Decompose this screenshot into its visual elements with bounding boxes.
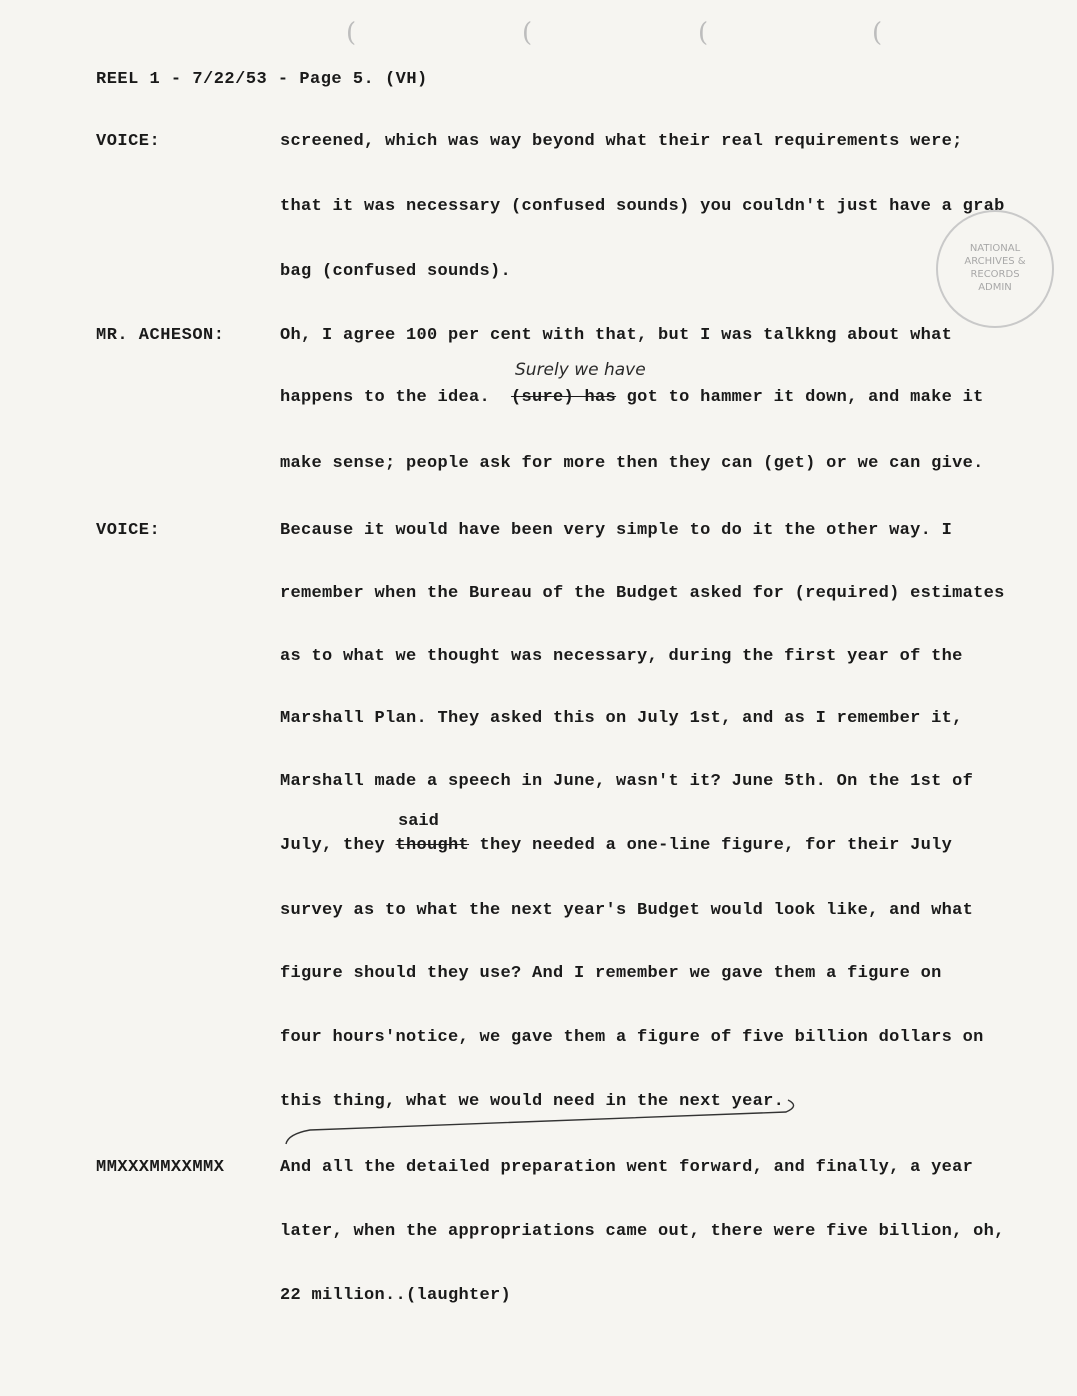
transcript-line: screened, which was way beyond what their real requirements were; [280,132,963,151]
transcript-line: Because it would have been very simple to do it the other way. I [280,521,953,540]
transcript-line: as to what we thought was necessary, during the first year of the [280,647,963,666]
transcript-line: that it was necessary (confused sounds) you couldn't just have a grab [280,197,1005,216]
handwritten-insertion: Surely we have [515,360,646,380]
speaker-label: VOICE: [96,521,161,540]
transcript-line [280,836,952,855]
transcript-line: survey as to what the next year's Budget would look like, and what [280,901,974,920]
stamp-line: NATIONAL [969,243,1021,254]
archive-stamp [936,210,1054,328]
stamp-line: ARCHIVES & [964,256,1026,267]
transcript-line: bag (confused sounds). [280,262,512,281]
speaker-label: MMXXXMMXXMMX [96,1158,225,1177]
stamp-line: RECORDS [970,269,1020,280]
punch-hole-mark: ( [346,18,357,48]
line-text: they needed a one-line figure, for their July [469,836,953,855]
punch-hole-mark: ( [698,18,709,48]
punch-hole-mark: ( [872,18,883,48]
transcript-line: Oh, I agree 100 per cent with that, but I was talkkng about what [280,326,953,345]
speaker-label: MR. ACHESON: [96,326,225,345]
punch-hole-mark: ( [522,18,533,48]
transcript-line: And all the detailed preparation went forward, and finally, a year [280,1158,974,1177]
stamp-line: ADMIN [978,282,1012,293]
struck-text: thought [395,836,470,855]
transcript-line [280,388,984,407]
typed-insertion: said [398,812,439,831]
line-text: happens to the idea. [280,388,512,407]
struck-text: (sure) has [511,388,617,407]
transcript-line: this thing, what we would need in the next year. [280,1092,785,1111]
transcript-line: four hours'notice, we gave them a figure of five billion dollars on [280,1028,984,1047]
transcript-line: figure should they use? And I remember we gave them a figure on [280,964,942,983]
transcript-line: Marshall Plan. They asked this on July 1st, and as I remember it, [280,709,963,728]
transcript-line: 22 million..(laughter) [280,1286,512,1305]
speaker-label: VOICE: [96,132,161,151]
transcript-line: make sense; people ask for more then they can (get) or we can give. [280,454,984,473]
transcript-line: remember when the Bureau of the Budget asked for (required) estimates [280,584,1005,603]
transcript-line: later, when the appropriations came out, there were five billion, oh, [280,1222,1005,1241]
handwritten-move-mark [280,1090,810,1150]
line-text: got to hammer it down, and make it [616,388,984,407]
line-text: July, they [280,836,396,855]
transcript-line: Marshall made a speech in June, wasn't it? June 5th. On the 1st of [280,772,974,791]
page-header: REEL 1 - 7/22/53 - Page 5. (VH) [96,70,428,89]
